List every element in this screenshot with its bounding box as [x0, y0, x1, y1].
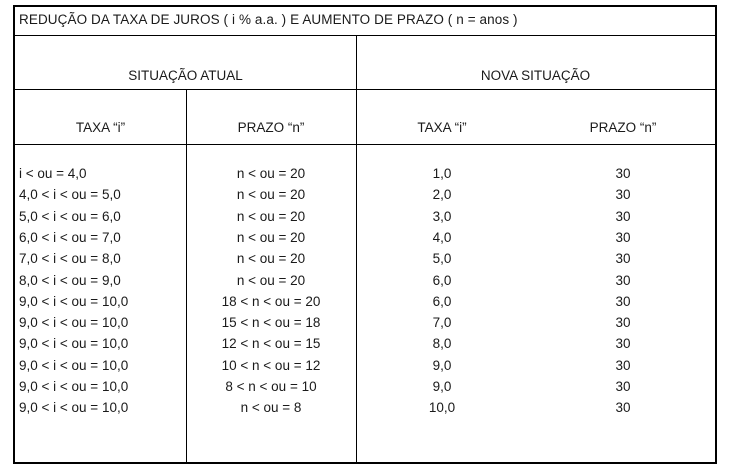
cell-new-term: 30	[615, 229, 631, 245]
table-row	[15, 355, 715, 376]
cell-new-rate: 4,0	[432, 229, 452, 245]
cell-current-rate: 9,0 < i < ou = 10,0	[19, 293, 129, 309]
cell-new-rate: 3,0	[432, 208, 452, 224]
divider-title	[15, 35, 715, 36]
table-row	[15, 376, 715, 397]
divider-columns	[15, 144, 715, 145]
col-header-new-rate: TAXA “i”	[417, 120, 467, 135]
table-row	[15, 333, 715, 354]
cell-new-rate: 9,0	[432, 357, 452, 373]
cell-new-rate: 9,0	[432, 379, 452, 394]
cell-new-term: 30	[615, 208, 631, 224]
table-row	[15, 270, 715, 291]
table-row	[15, 397, 715, 418]
cell-new-rate: 6,0	[432, 293, 452, 309]
cell-current-rate: 6,0 < i < ou = 7,0	[19, 229, 121, 245]
cell-current-term: n < ou = 20	[236, 229, 306, 245]
cell-current-term: 10 < n < ou = 12	[221, 357, 321, 373]
cell-current-rate: 9,0 < i < ou = 10,0	[19, 336, 129, 352]
cell-current-rate: 4,0 < i < ou = 5,0	[19, 187, 121, 203]
divider-groups	[15, 89, 715, 90]
cell-new-rate: 8,0	[432, 336, 452, 352]
cell-new-term: 30	[615, 166, 631, 181]
cell-current-term: n < ou = 20	[236, 166, 306, 181]
cell-current-rate: 9,0 < i < ou = 10,0	[19, 400, 129, 416]
table-row	[15, 163, 715, 184]
cell-current-term: n < ou = 20	[236, 187, 306, 203]
cell-new-rate: 10,0	[428, 400, 456, 416]
table-row	[15, 184, 715, 205]
table-row	[15, 291, 715, 312]
cell-new-term: 30	[615, 336, 631, 352]
col-header-current-rate: TAXA “i”	[75, 120, 126, 135]
cell-new-term: 30	[615, 315, 631, 331]
cell-current-term: 12 < n < ou = 15	[221, 336, 321, 352]
group-header-current: SITUAÇÃO ATUAL	[128, 68, 243, 83]
cell-current-term: n < ou = 20	[236, 251, 306, 267]
group-header-new: NOVA SITUAÇÃO	[480, 68, 591, 83]
cell-current-rate: 7,0 < i < ou = 8,0	[19, 251, 121, 267]
cell-new-term: 30	[615, 357, 631, 373]
table-row	[15, 312, 715, 333]
cell-new-rate: 1,0	[432, 166, 452, 181]
cell-current-term: 18 < n < ou = 20	[221, 293, 321, 309]
cell-current-rate: 9,0 < i < ou = 10,0	[19, 379, 129, 394]
cell-current-rate: 8,0 < i < ou = 9,0	[19, 272, 121, 288]
cell-current-rate: 9,0 < i < ou = 10,0	[19, 315, 129, 331]
cell-current-rate: i < ou = 4,0	[19, 166, 87, 181]
cell-new-rate: 7,0	[432, 315, 452, 331]
cell-new-rate: 2,0	[432, 187, 452, 203]
cell-new-term: 30	[615, 251, 631, 267]
table-title: REDUÇÃO DA TAXA DE JUROS ( i % a.a. ) E AUMENTO DE PRAZO ( n = anos )	[19, 12, 518, 27]
cell-current-term: n < ou = 20	[236, 272, 306, 288]
cell-current-term: n < ou = 8	[240, 400, 302, 416]
table-row	[15, 206, 715, 227]
cell-new-rate: 5,0	[432, 251, 452, 267]
cell-new-term: 30	[615, 187, 631, 203]
cell-new-term: 30	[615, 379, 631, 394]
rate-table	[13, 5, 717, 464]
cell-current-rate: 5,0 < i < ou = 6,0	[19, 208, 121, 224]
cell-new-rate: 6,0	[432, 272, 452, 288]
col-header-new-term: PRAZO “n”	[589, 120, 657, 135]
cell-new-term: 30	[615, 293, 631, 309]
cell-new-term: 30	[615, 272, 631, 288]
cell-current-term: 8 < n < ou = 10	[225, 379, 317, 394]
cell-new-term: 30	[615, 400, 631, 416]
cell-current-term: n < ou = 20	[236, 208, 306, 224]
table-row	[15, 227, 715, 248]
table-row	[15, 248, 715, 269]
col-header-current-term: PRAZO “n”	[237, 120, 305, 135]
cell-current-term: 15 < n < ou = 18	[221, 315, 321, 331]
cell-current-rate: 9,0 < i < ou = 10,0	[19, 357, 129, 373]
